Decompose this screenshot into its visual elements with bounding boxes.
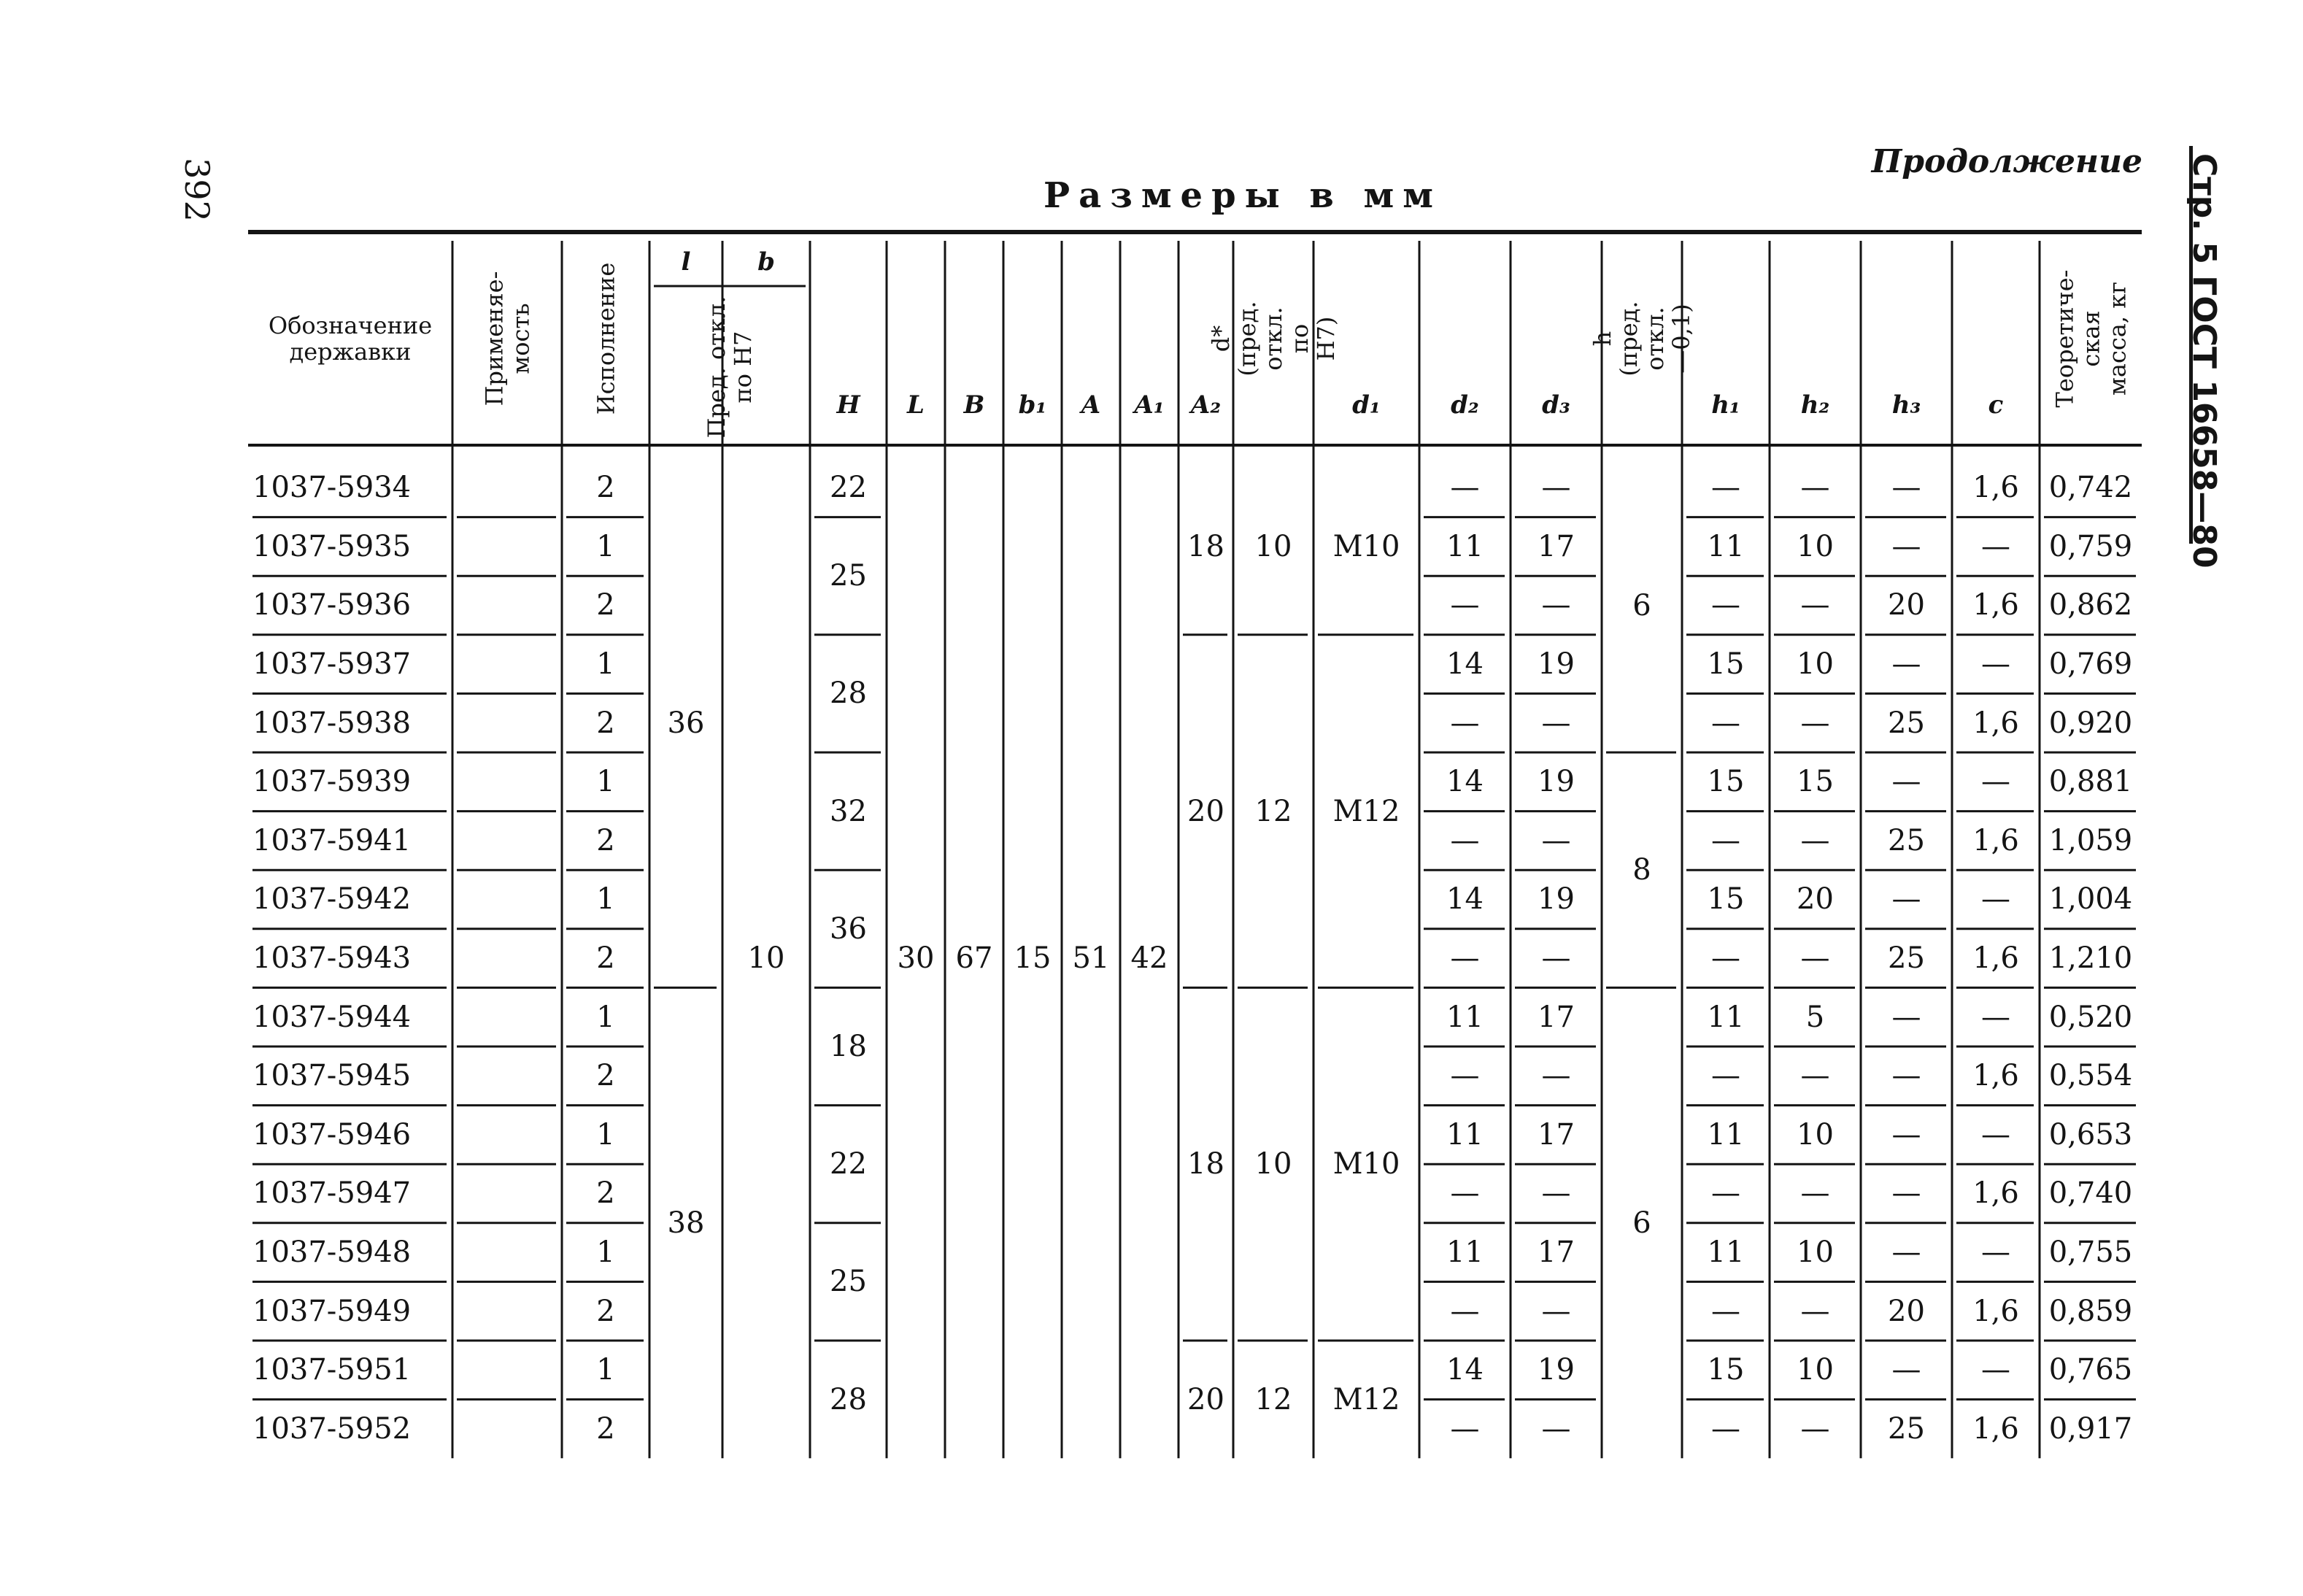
row-exec: 2 <box>596 471 615 505</box>
group-A2: 18 <box>1187 529 1224 563</box>
group-d1: M10 <box>1332 1147 1400 1181</box>
row-code: 1037-5948 <box>252 1235 412 1270</box>
row-code: 1037-5944 <box>252 1000 412 1034</box>
row-exec: 2 <box>596 941 615 976</box>
row-d3: 17 <box>1538 1117 1575 1152</box>
row-h3: — <box>1891 1000 1921 1034</box>
row-h2: — <box>1800 1411 1830 1446</box>
group-h: 6 <box>1632 588 1651 622</box>
row-mass: 0,742 <box>2048 471 2133 505</box>
row-c: 1,6 <box>1972 941 2019 976</box>
header-h3 <box>1861 365 1952 445</box>
row-d2: — <box>1450 706 1480 740</box>
row-h1: — <box>1711 941 1740 976</box>
row-mass: 0,881 <box>2048 765 2133 799</box>
row-h1: — <box>1711 471 1740 505</box>
row-d3: 19 <box>1538 647 1575 682</box>
group-dstar: 10 <box>1254 1147 1292 1181</box>
group-H: 32 <box>830 794 867 828</box>
row-d3: 19 <box>1538 765 1575 799</box>
group-H: 28 <box>830 1382 867 1416</box>
row-h2: 20 <box>1797 882 1834 917</box>
header-tolerance-h7 <box>649 288 810 445</box>
row-c: 1,6 <box>1972 1294 2019 1328</box>
row-mass: 0,859 <box>2048 1294 2133 1328</box>
row-exec: 1 <box>596 882 615 917</box>
row-c: — <box>1981 1117 2010 1152</box>
header-h2-text: h₂ <box>1800 390 1830 420</box>
header-d3 <box>1511 365 1602 445</box>
row-c: — <box>1981 1353 2010 1387</box>
header-mass-text: Теоретиче-ская масса, кг <box>2051 269 2131 408</box>
row-code: 1037-5935 <box>252 529 412 563</box>
row-code: 1037-5942 <box>252 882 412 917</box>
row-code: 1037-5936 <box>252 588 412 622</box>
row-d2: — <box>1450 471 1480 505</box>
group-H: 25 <box>830 559 867 593</box>
group-H: 36 <box>830 911 867 946</box>
row-c: 1,6 <box>1972 706 2019 740</box>
row-d3: — <box>1541 588 1571 622</box>
row-code: 1037-5934 <box>252 471 412 505</box>
row-c: 1,6 <box>1972 471 2019 505</box>
row-h1: — <box>1711 1294 1740 1328</box>
row-code: 1037-5946 <box>252 1117 412 1152</box>
row-h3: — <box>1891 1353 1921 1387</box>
group-L: 30 <box>897 941 935 976</box>
header-A1-text: A₁ <box>1134 390 1165 420</box>
row-h3: — <box>1891 529 1921 563</box>
row-d3: 17 <box>1538 1000 1575 1034</box>
row-h1: 15 <box>1707 765 1745 799</box>
row-h2: — <box>1800 823 1830 857</box>
header-A <box>1062 365 1120 445</box>
row-h1: 11 <box>1707 529 1745 563</box>
row-c: — <box>1981 765 2010 799</box>
row-h3: 25 <box>1888 941 1925 976</box>
header-execution-text: Исполнение <box>592 262 620 415</box>
header-execution <box>562 232 649 445</box>
row-h3: — <box>1891 1117 1921 1152</box>
header-H-text: H <box>836 390 860 420</box>
header-A1 <box>1120 365 1178 445</box>
row-h1: 15 <box>1707 647 1745 682</box>
row-h3: 25 <box>1888 1411 1925 1446</box>
row-c: 1,6 <box>1972 1176 2019 1211</box>
row-h2: — <box>1800 1059 1830 1093</box>
row-mass: 0,920 <box>2048 706 2133 740</box>
row-c: 1,6 <box>1972 1411 2019 1446</box>
row-h3: 20 <box>1888 1294 1925 1328</box>
group-H: 22 <box>830 1147 867 1181</box>
row-d2: — <box>1450 823 1480 857</box>
row-code: 1037-5939 <box>252 765 412 799</box>
row-d3: 17 <box>1538 529 1575 563</box>
row-code: 1037-5947 <box>252 1176 412 1211</box>
group-H: 22 <box>830 471 867 505</box>
row-h1: 15 <box>1707 1353 1745 1387</box>
row-h3: 25 <box>1888 706 1925 740</box>
row-h3: — <box>1891 882 1921 917</box>
header-dstar-text: d* (пред. откл. по H7) <box>1207 301 1340 377</box>
header-h-tol <box>1589 232 1695 445</box>
standard-reference: Стр. 5 ГОСТ 16658—80 <box>2186 153 2223 568</box>
row-exec: 1 <box>596 1353 615 1387</box>
row-c: 1,6 <box>1972 1059 2019 1093</box>
row-h3: — <box>1891 1176 1921 1211</box>
row-h2: — <box>1800 1294 1830 1328</box>
row-h2: 10 <box>1797 529 1834 563</box>
header-applicability-text: Применяе-мость <box>480 271 534 406</box>
row-d3: — <box>1541 1294 1571 1328</box>
row-d2: — <box>1450 941 1480 976</box>
row-exec: 2 <box>596 1176 615 1211</box>
row-exec: 1 <box>596 529 615 563</box>
header-h-tol-text: h (пред. откл. —0,1) <box>1589 301 1695 377</box>
row-exec: 1 <box>596 647 615 682</box>
header-l <box>649 239 722 285</box>
row-h1: — <box>1711 823 1740 857</box>
row-h2: — <box>1800 941 1830 976</box>
row-d2: 14 <box>1446 765 1484 799</box>
row-h3: 20 <box>1888 588 1925 622</box>
row-d2: — <box>1450 1294 1480 1328</box>
row-d3: — <box>1541 823 1571 857</box>
row-d2: 11 <box>1446 1000 1484 1034</box>
group-l: 38 <box>667 1206 705 1240</box>
row-h2: 15 <box>1797 765 1834 799</box>
row-h2: 10 <box>1797 1235 1834 1270</box>
group-A2: 20 <box>1187 1382 1224 1416</box>
row-h3: 25 <box>1888 823 1925 857</box>
row-d3: — <box>1541 1411 1571 1446</box>
header-designation <box>248 232 452 445</box>
group-b1: 15 <box>1014 941 1052 976</box>
group-dstar: 12 <box>1254 794 1292 828</box>
row-h1: 15 <box>1707 882 1745 917</box>
group-d1: M10 <box>1332 529 1400 563</box>
row-d2: 11 <box>1446 1235 1484 1270</box>
row-h2: — <box>1800 1176 1830 1211</box>
row-h3: — <box>1891 1059 1921 1093</box>
header-mass <box>2040 232 2142 445</box>
row-d3: — <box>1541 941 1571 976</box>
row-exec: 1 <box>596 1235 615 1270</box>
row-code: 1037-5945 <box>252 1059 412 1093</box>
header-tolerance-h7-text: Пред. откл. по H7 <box>703 296 757 438</box>
header-H <box>810 365 887 445</box>
group-d1: M12 <box>1332 794 1400 828</box>
row-h1: — <box>1711 706 1740 740</box>
row-exec: 2 <box>596 823 615 857</box>
header-b <box>722 239 810 285</box>
header-dstar <box>1207 232 1340 445</box>
group-H: 28 <box>830 676 867 711</box>
row-d2: 11 <box>1446 529 1484 563</box>
group-d1: M12 <box>1332 1382 1400 1416</box>
row-mass: 0,740 <box>2048 1176 2133 1211</box>
row-mass: 0,765 <box>2048 1353 2133 1387</box>
header-A2-text: A₂ <box>1190 390 1222 420</box>
header-d2 <box>1419 365 1511 445</box>
row-d2: — <box>1450 588 1480 622</box>
row-h2: — <box>1800 706 1830 740</box>
row-h1: — <box>1711 588 1740 622</box>
row-h1: — <box>1711 1411 1740 1446</box>
row-code: 1037-5943 <box>252 941 412 976</box>
header-b-text: b <box>757 247 775 277</box>
header-A-text: A <box>1081 390 1101 420</box>
row-code: 1037-5941 <box>252 823 412 857</box>
row-mass: 1,059 <box>2048 823 2133 857</box>
header-c <box>1952 365 2040 445</box>
group-h: 8 <box>1632 853 1651 887</box>
row-mass: 0,554 <box>2048 1059 2133 1093</box>
header-d1-text: d₁ <box>1352 390 1381 420</box>
header-h1-text: h₁ <box>1711 390 1740 420</box>
row-exec: 2 <box>596 1294 615 1328</box>
row-code: 1037-5937 <box>252 647 412 682</box>
row-mass: 0,862 <box>2048 588 2133 622</box>
header-h1 <box>1682 365 1770 445</box>
row-d2: — <box>1450 1176 1480 1211</box>
group-h: 6 <box>1632 1206 1651 1240</box>
row-d3: — <box>1541 1059 1571 1093</box>
dimensions-title: Размеры в мм <box>1044 175 1442 216</box>
row-c: 1,6 <box>1972 588 2019 622</box>
header-b1 <box>1003 365 1062 445</box>
row-exec: 1 <box>596 765 615 799</box>
row-d2: 14 <box>1446 882 1484 917</box>
row-h1: — <box>1711 1059 1740 1093</box>
group-l: 36 <box>667 706 705 740</box>
header-designation-text: Обозначение державки <box>268 312 433 366</box>
group-H: 18 <box>830 1029 867 1063</box>
group-dstar: 12 <box>1254 1382 1292 1416</box>
header-l-text: l <box>681 247 691 277</box>
header-b1-text: b₁ <box>1018 390 1047 420</box>
row-h2: 10 <box>1797 1117 1834 1152</box>
row-code: 1037-5949 <box>252 1294 412 1328</box>
row-d2: — <box>1450 1411 1480 1446</box>
continuation-label: Продолжение <box>1871 143 2142 180</box>
row-h3: — <box>1891 471 1921 505</box>
row-exec: 2 <box>596 706 615 740</box>
header-d3-text: d₃ <box>1542 390 1570 420</box>
group-B: 67 <box>955 941 993 976</box>
row-h3: — <box>1891 765 1921 799</box>
row-c: — <box>1981 1235 2010 1270</box>
row-h3: — <box>1891 1235 1921 1270</box>
group-A1: 42 <box>1130 941 1168 976</box>
row-exec: 2 <box>596 1411 615 1446</box>
row-mass: 1,004 <box>2048 882 2133 917</box>
group-dstar: 10 <box>1254 529 1292 563</box>
row-mass: 0,769 <box>2048 647 2133 682</box>
group-H: 25 <box>830 1265 867 1299</box>
group-b: 10 <box>747 941 785 976</box>
page-number: 392 <box>177 158 217 222</box>
row-h2: — <box>1800 471 1830 505</box>
header-B-text: B <box>963 390 985 420</box>
row-mass: 1,210 <box>2048 941 2133 976</box>
row-d3: — <box>1541 1176 1571 1211</box>
row-mass: 0,653 <box>2048 1117 2133 1152</box>
row-exec: 1 <box>596 1117 615 1152</box>
header-h2 <box>1770 365 1861 445</box>
row-code: 1037-5952 <box>252 1411 412 1446</box>
row-h3: — <box>1891 647 1921 682</box>
row-h2: — <box>1800 588 1830 622</box>
header-d2-text: d₂ <box>1451 390 1479 420</box>
row-h1: 11 <box>1707 1235 1745 1270</box>
row-c: — <box>1981 647 2010 682</box>
header-L-text: L <box>907 390 925 420</box>
row-d2: 14 <box>1446 647 1484 682</box>
row-code: 1037-5938 <box>252 706 412 740</box>
group-A2: 20 <box>1187 794 1224 828</box>
row-mass: 0,755 <box>2048 1235 2133 1270</box>
row-exec: 1 <box>596 1000 615 1034</box>
row-d3: 19 <box>1538 1353 1575 1387</box>
row-c: — <box>1981 1000 2010 1034</box>
row-d3: — <box>1541 471 1571 505</box>
row-h1: — <box>1711 1176 1740 1211</box>
header-c-text: c <box>1988 390 2004 420</box>
row-d2: — <box>1450 1059 1480 1093</box>
row-exec: 2 <box>596 1059 615 1093</box>
group-A2: 18 <box>1187 1147 1224 1181</box>
row-mass: 0,759 <box>2048 529 2133 563</box>
row-code: 1037-5951 <box>252 1353 412 1387</box>
row-h1: 11 <box>1707 1117 1745 1152</box>
row-d3: 17 <box>1538 1235 1575 1270</box>
row-mass: 0,520 <box>2048 1000 2133 1034</box>
row-exec: 2 <box>596 588 615 622</box>
row-d3: — <box>1541 706 1571 740</box>
group-A: 51 <box>1072 941 1110 976</box>
row-h2: 10 <box>1797 1353 1834 1387</box>
row-h2: 5 <box>1805 1000 1825 1034</box>
row-h2: 10 <box>1797 647 1834 682</box>
row-c: — <box>1981 529 2010 563</box>
header-L <box>887 365 945 445</box>
row-d3: 19 <box>1538 882 1575 917</box>
row-d2: 11 <box>1446 1117 1484 1152</box>
row-mass: 0,917 <box>2048 1411 2133 1446</box>
row-h1: 11 <box>1707 1000 1745 1034</box>
header-applicability <box>452 232 562 445</box>
header-B <box>945 365 1003 445</box>
row-d2: 14 <box>1446 1353 1484 1387</box>
row-c: 1,6 <box>1972 823 2019 857</box>
row-c: — <box>1981 882 2010 917</box>
header-h3-text: h₃ <box>1891 390 1921 420</box>
